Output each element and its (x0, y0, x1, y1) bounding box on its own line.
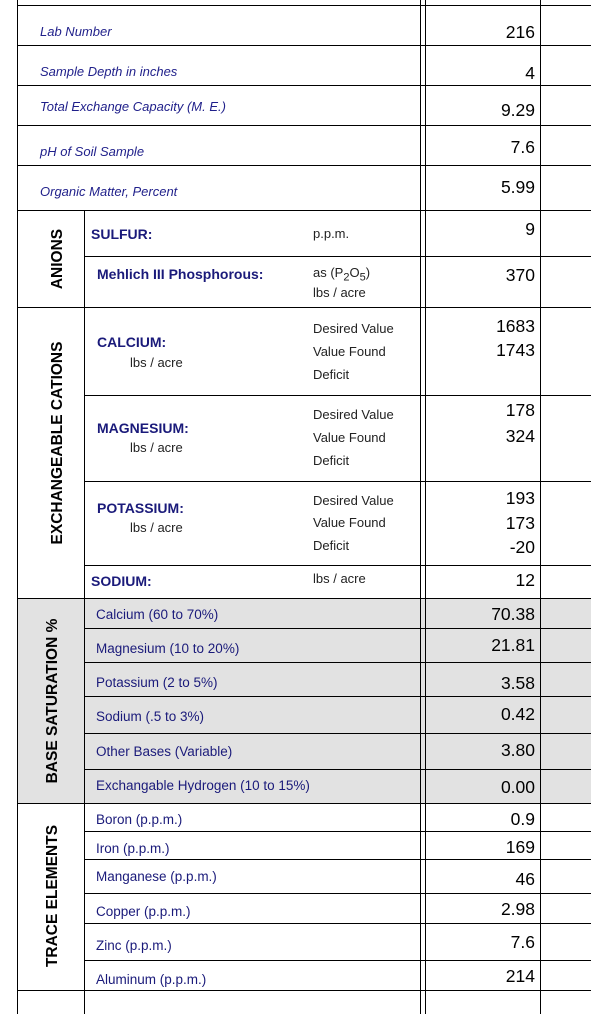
section-anions: ANIONS (49, 228, 66, 290)
row-line (17, 210, 591, 211)
base-hydrogen-value: 0.00 (500, 777, 535, 797)
row-line (84, 859, 591, 860)
trace-manganese-label: Manganese (p.p.m.) (96, 869, 217, 884)
base-sodium-value: 0.42 (500, 704, 535, 724)
row-line (17, 5, 591, 6)
calcium-desired-value: 1683 (496, 316, 535, 336)
base-potassium-label: Potassium (2 to 5%) (96, 675, 218, 690)
sulfur-unit: p.p.m. (313, 226, 350, 241)
trace-zinc-value: 7.6 (510, 932, 535, 952)
trace-aluminum-label: Aluminum (p.p.m.) (96, 972, 207, 987)
row-line (17, 598, 591, 599)
row-line (84, 769, 591, 770)
sodium-unit: lbs / acre (313, 571, 366, 586)
trace-manganese-value: 46 (515, 869, 535, 889)
calcium-label: CALCIUM: (97, 334, 167, 350)
base-saturation-background (18, 599, 591, 803)
row-line (17, 307, 591, 308)
sodium-label: SODIUM: (91, 573, 152, 589)
exchange-capacity-label: Total Exchange Capacity (M. E.) (40, 99, 226, 114)
row-line (84, 662, 591, 663)
potassium-deficit-value: -20 (509, 537, 535, 557)
row-line (84, 893, 591, 894)
ph-label: pH of Soil Sample (40, 144, 145, 159)
row-line (17, 803, 591, 804)
potassium-found-value: 173 (505, 513, 535, 533)
magnesium-found-value: 324 (505, 426, 535, 446)
sample-depth-label: Sample Depth in inches (40, 64, 178, 79)
phosphorous-value: 370 (505, 265, 535, 285)
calcium-desired-label: Desired Value (313, 321, 394, 336)
calcium-found-value: 1743 (496, 340, 535, 360)
row-line (84, 960, 591, 961)
row-line (84, 831, 591, 832)
sulfur-label: SULFUR: (91, 226, 153, 242)
row-line (17, 85, 591, 86)
phosphorous-label: Mehlich III Phosphorous: (97, 266, 264, 282)
base-other-label: Other Bases (Variable) (96, 744, 233, 759)
left-border (17, 0, 18, 1014)
base-calcium-value: 70.38 (491, 604, 535, 624)
trace-aluminum-value: 214 (505, 966, 535, 986)
base-magnesium-label: Magnesium (10 to 20%) (96, 641, 240, 656)
sample-depth-value: 4 (525, 63, 535, 83)
calcium-unit: lbs / acre (130, 355, 183, 370)
row-line (84, 481, 591, 482)
exchange-capacity-value: 9.29 (500, 100, 535, 120)
potassium-unit: lbs / acre (130, 520, 183, 535)
row-line (84, 395, 591, 396)
base-other-value: 3.80 (500, 740, 535, 760)
magnesium-deficit-label: Deficit (313, 453, 350, 468)
row-line (17, 125, 591, 126)
trace-copper-value: 2.98 (500, 899, 535, 919)
organic-matter-value: 5.99 (500, 177, 535, 197)
base-sodium-label: Sodium (.5 to 3%) (96, 709, 205, 724)
sulfur-value: 9 (525, 219, 535, 239)
row-line (84, 628, 591, 629)
magnesium-unit: lbs / acre (130, 440, 183, 455)
base-potassium-value: 3.58 (500, 673, 535, 693)
phosphorous-unit: as $(P_2O_5)$ (313, 265, 371, 284)
trace-copper-label: Copper (p.p.m.) (96, 904, 191, 919)
potassium-desired-value: 193 (505, 488, 535, 508)
magnesium-desired-value: 178 (505, 400, 535, 420)
trace-boron-value: 0.9 (510, 809, 535, 829)
potassium-deficit-label: Deficit (313, 538, 350, 553)
row-line (84, 923, 591, 924)
magnesium-label: MAGNESIUM: (97, 420, 189, 436)
sodium-value: 12 (515, 570, 535, 590)
potassium-label: POTASSIUM: (97, 500, 184, 516)
base-magnesium-value: 21.81 (491, 635, 535, 655)
row-line (84, 256, 591, 257)
calcium-deficit-label: Deficit (313, 367, 350, 382)
potassium-found-label: Value Found (313, 515, 386, 530)
trace-iron-value: 169 (505, 837, 535, 857)
row-line (84, 696, 591, 697)
calcium-found-label: Value Found (313, 344, 386, 359)
section-trace-elements: TRACE ELEMENTS (44, 824, 61, 968)
section-exchangeable-cations: EXCHANGEABLE CATIONS (49, 341, 66, 545)
section-base-saturation: BASE SATURATION % (44, 618, 61, 784)
potassium-desired-label: Desired Value (313, 493, 394, 508)
base-calcium-label: Calcium (60 to 70%) (96, 607, 219, 622)
trace-boron-label: Boron (p.p.m.) (96, 812, 183, 827)
row-line (17, 165, 591, 166)
ph-value: 7.6 (510, 137, 535, 157)
trace-zinc-label: Zinc (p.p.m.) (96, 938, 172, 953)
magnesium-desired-label: Desired Value (313, 407, 394, 422)
row-line (17, 990, 591, 991)
value-column-divider-3 (540, 0, 541, 1014)
base-hydrogen-label: Exchangable Hydrogen (10 to 15%) (96, 778, 310, 793)
row-line (84, 565, 591, 566)
phosphorous-unit-lbs: lbs / acre (313, 285, 366, 300)
value-column-divider-2 (425, 0, 426, 1014)
lab-number-value: 216 (505, 22, 535, 42)
row-line (84, 733, 591, 734)
value-column-divider-1 (420, 0, 421, 1014)
organic-matter-label: Organic Matter, Percent (40, 184, 178, 199)
row-line (17, 45, 591, 46)
trace-iron-label: Iron (p.p.m.) (96, 841, 170, 856)
lab-number-label: Lab Number (40, 24, 112, 39)
magnesium-found-label: Value Found (313, 430, 386, 445)
